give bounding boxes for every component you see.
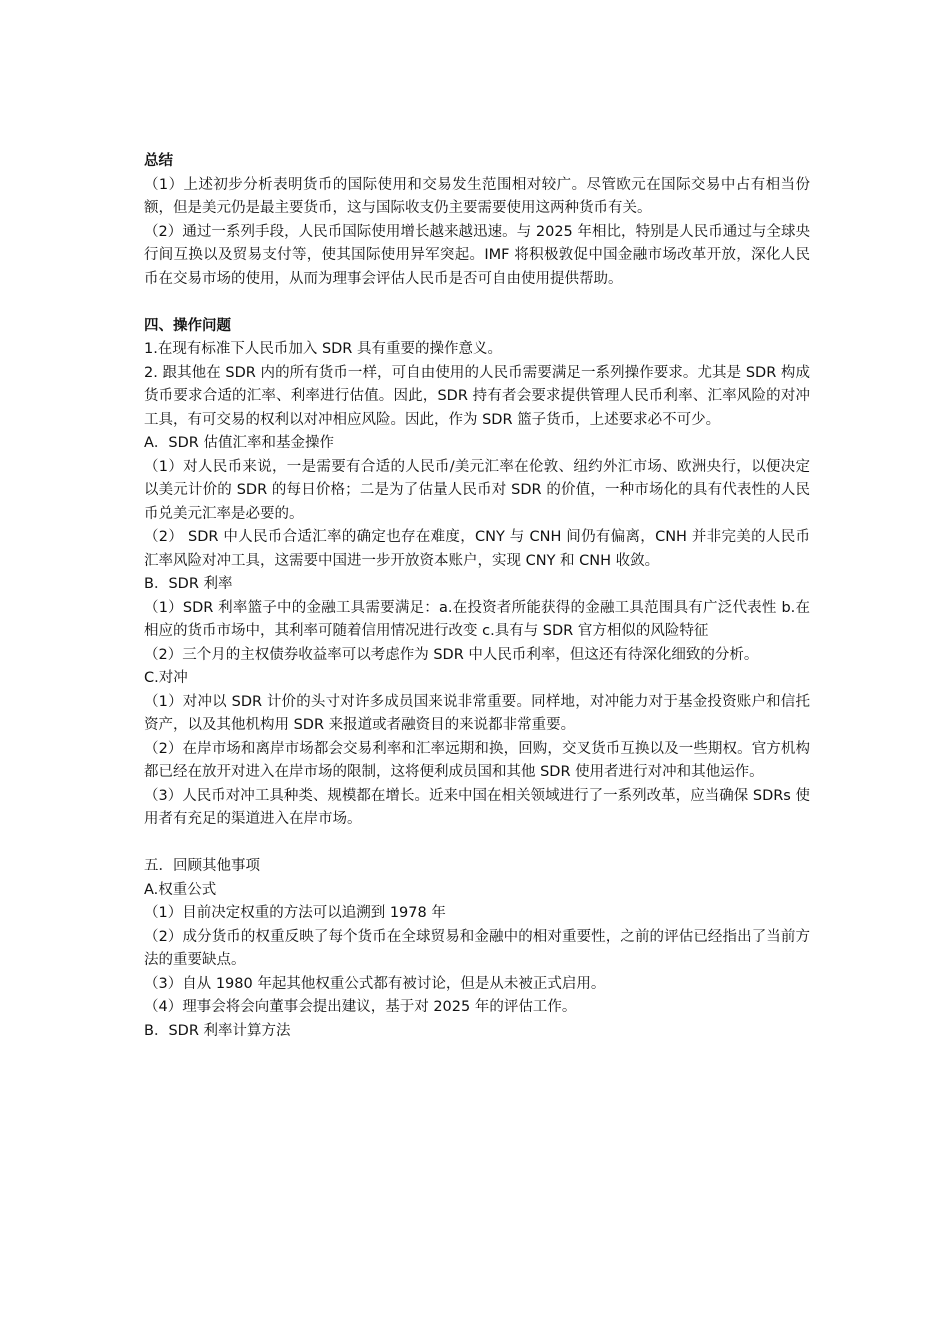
section5-a-item-2: （2）成分货币的权重反映了每个货币在全球贸易和金融中的相对重要性，之前的评估已经指出了当前方法的重要缺点。 xyxy=(144,928,810,968)
section4-paragraph-1: 1.在现有标准下人民币加入 SDR 具有重要的操作意义。 xyxy=(144,341,502,357)
section4-a-item-1: （1）对人民币来说，一是需要有合适的人民币/美元汇率在伦敦、纽约外汇市场、欧洲央行，以便决定以美元计价的 SDR 的每日价格；二是为了估量人民币对 SDR 的价值，一种市场化的具有代表性的人民币兑美元汇率是必要的。 xyxy=(144,458,810,522)
section4-subheading-b: B．SDR 利率 xyxy=(144,576,233,592)
section4-c-item-1: （1）对冲以 SDR 计价的头寸对许多成员国来说非常重要。同样地，对冲能力对于基金投资账户和信托资产，以及其他机构用 SDR 来报道或者融资目的来说都非常重要。 xyxy=(144,693,810,733)
section5-a-item-4: （4）理事会将会向董事会提出建议，基于对 2025 年的评估工作。 xyxy=(144,999,577,1015)
summary-heading: 总结 xyxy=(144,153,173,169)
section5-a-item-3: （3）自从 1980 年起其他权重公式都有被讨论，但是从未被正式启用。 xyxy=(144,975,606,992)
section4-paragraph-2: 2. 跟其他在 SDR 内的所有货币一样，可自由使用的人民币需要满足一系列操作要求。尤其是 SDR 构成货币要求合适的汇率、利率进行估值。因此，SDR 持有者会要求提供管理人民币利率、汇率风险的对冲工具，有可交易的权利以对冲相应风险。因此，作为 SDR 篮子货币，上述要求必不可少。 xyxy=(144,364,810,428)
section5-a-item-1: （1）目前决定权重的方法可以追溯到 1978 年 xyxy=(144,905,446,921)
section4-heading: 四、操作问题 xyxy=(144,317,231,334)
section5-heading: 五．回顾其他事项 xyxy=(144,858,260,874)
summary-paragraph-1: （1）上述初步分析表明货币的国际使用和交易发生范围相对较广。尽管欧元在国际交易中占有相当份额，但是美元仍是最主要货币，这与国际收支仍主要需要使用这两种货币有关。 xyxy=(144,176,810,216)
section4-a-item-2: （2） SDR 中人民币合适汇率的确定也存在难度，CNY 与 CNH 间仍有偏离，CNH 并非完美的人民币汇率风险对冲工具，这需要中国进一步开放资本账户，实现 CNY 和 CNH 收敛。 xyxy=(144,529,810,569)
section4-b-item-1: （1）SDR 利率篮子中的金融工具需要满足：a.在投资者所能获得的金融工具范围具有广泛代表性 b.在相应的货币市场中，其利率可随着信用情况进行改变 c.具有与 SDR 官方相似的风险特征 xyxy=(144,599,810,639)
document-page xyxy=(144,150,810,1043)
section4-subheading-c: C.对冲 xyxy=(144,670,188,686)
section4-c-item-3: （3）人民币对冲工具种类、规模都在增长。近来中国在相关领域进行了一系列改革，应当确保 SDRs 使用者有充足的渠道进入在岸市场。 xyxy=(144,787,810,827)
section4-c-item-2: （2）在岸市场和离岸市场都会交易利率和汇率远期和换，回购，交叉货币互换以及一些期权。官方机构都已经在放开对进入在岸市场的限制，这将便利成员国和其他 SDR 使用者进行对冲和其他运作。 xyxy=(144,740,810,780)
summary-paragraph-2: （2）通过一系列手段，人民币国际使用增长越来越迅速。与 2025 年相比，特别是人民币通过与全球央行间互换以及贸易支付等，使其国际使用异军突起。IMF 将积极敦促中国金融市场改革开放，深化人民币在交易市场的使用，从而为理事会评估人民币是否可自由使用提供帮助。 xyxy=(144,223,810,287)
section4-subheading-a: A．SDR 估值汇率和基金操作 xyxy=(144,435,334,451)
spacer xyxy=(144,832,810,856)
section4-b-item-2: （2）三个月的主权债券收益率可以考虑作为 SDR 中人民币利率，但这还有待深化细致的分析。 xyxy=(144,646,759,663)
spacer xyxy=(144,291,810,315)
section5-subheading-a: A.权重公式 xyxy=(144,881,217,898)
section5-subheading-b: B．SDR 利率计算方法 xyxy=(144,1022,291,1039)
